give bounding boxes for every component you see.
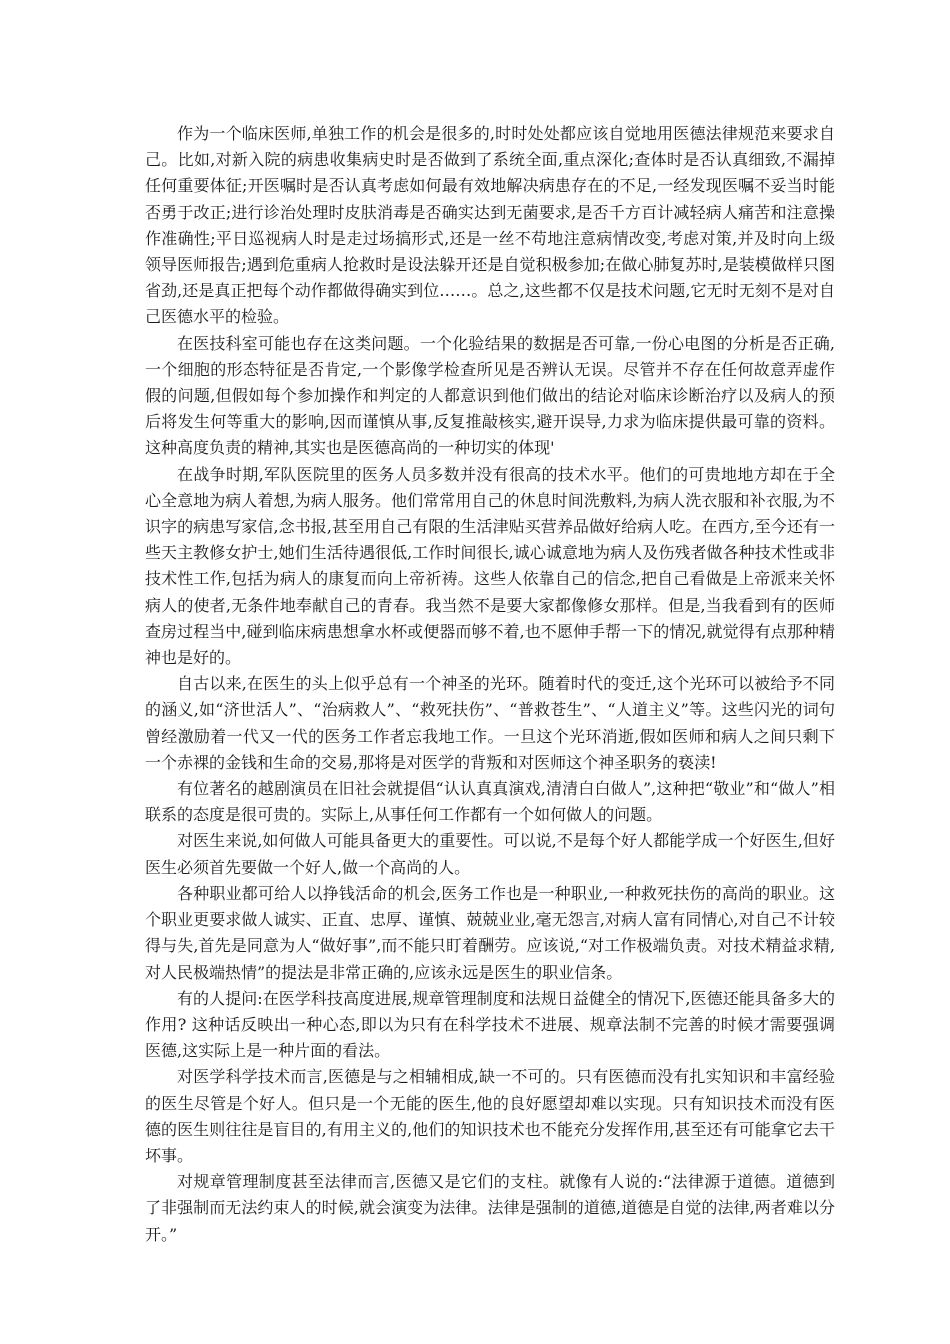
paragraph: 在战争时期,军队医院里的医务人员多数并没有很高的技术水平。他们的可贵地地方却在于全心全意地为病人着想,为病人服务。他们常常用自己的休息时间洗敷料,为病人洗衣服和补衣服,为不识字的病患写家信,念书报,甚至用自己有限的生活津贴买营养品做好给病人吃。在西方,至今还有一些天主教修女护士,她们生活待遇很低,工作时间很长,诚心诚意地为病人及伤残者做各种技术性或非技术性工作,包括为病人的康复而向上帝祈祷。这些人依靠自己的信念,把自己看做是上帝派来关怀病人的使者,无条件地奉献自己的青春。我当然不是要大家都像修女那样。但是,当我看到有的医师查房过程当中,碰到临床病患想拿水杯或便器而够不着,也不愿伸手帮一下的情况,就觉得有点那种精神也是好的。 [145, 464, 835, 668]
paragraph: 有位著名的越剧演员在旧社会就提倡“认认真真演戏,清清白白做人”,这种把“敬业”和“做人”相联系的态度是很可贵的。实际上,从事任何工作都有一个如何做人的问题。 [145, 779, 835, 825]
paragraph: 各种职业都可给人以挣钱活命的机会,医务工作也是一种职业,一种救死扶伤的高尚的职业。这个职业更要求做人诚实、正直、忠厚、谨慎、兢兢业业,毫无怨言,对病人富有同情心,对自己不计较得与失,首先是同意为人“做好事”,而不能只盯着酬劳。应该说,“对工作极端负责。对技术精益求精,对人民极端热情”的提法是非常正确的,应该永远是医生的职业信条。 [145, 883, 835, 982]
document-body [145, 121, 835, 1248]
paragraph: 作为一个临床医师,单独工作的机会是很多的,时时处处都应该自觉地用医德法律规范来要求自己。比如,对新入院的病患收集病史时是否做到了系统全面,重点深化;查体时是否认真细致,不漏掉任何重要体征;开医嘱时是否认真考虑如何最有效地解决病患存在的不足,一经发现医嘱不妥当时能否勇于改正;进行诊治处理时皮肤消毒是否确实达到无菌要求,是否千方百计减轻病人痛苦和注意操作准确性;平日巡视病人时是走过场搞形式,还是一丝不苟地注意病情改变,考虑对策,并及时向上级领导医师报告;遇到危重病人抢救时是设法躲开还是自觉积极参加;在做心肺复苏时,是装模做样只图省劲,还是真正把每个动作都做得确实到位……。总之,这些都不仅是技术问题,它无时无刻不是对自己医德水平的检验。 [145, 124, 835, 327]
paragraph: 对医学科学技术而言,医德是与之相辅相成,缺一不可的。只有医德而没有扎实知识和丰富经验的医生尽管是个好人。但只是一个无能的医生,他的良好愿望却难以实现。只有知识技术而没有医德的医生则往往是盲目的,有用主义的,他们的知识技术也不能充分发挥作用,甚至还有可能拿它去干坏事。 [145, 1067, 835, 1165]
paragraph: 对规章管理制度甚至法律而言,医德又是它们的支柱。就像有人说的:“法律源于道德。道德到了非强制而无法约束人的时候,就会演变为法律。法律是强制的道德,道德是自觉的法律,两者难以分开。” [145, 1172, 835, 1244]
paragraph: 有的人提问:在医学科技高度进展,规章管理制度和法规日益健全的情况下,医德还能具备多大的作用? 这种话反映出一种心态,即以为只有在科学技术不进展、规章法制不完善的时候才需要强调医德,这实际上是一种片面的看法。 [145, 988, 835, 1061]
paragraph: 在医技科室可能也存在这类问题。一个化验结果的数据是否可靠,一份心电图的分析是否正确,一个细胞的形态特征是否肯定,一个影像学检查所见是否辨认无误。尽管并不存在任何故意弄虚作假的问题,但假如每个参加操作和判定的人都意识到他们做出的结论对临床诊断治疗以及病人的预后将发生何等重大的影响,因而谨慎从事,反复推敲核实,避开误导,力求为临床提供最可靠的资料。这种高度负责的精神,其实也是医德高尚的一种切实的体现' [145, 333, 835, 458]
paragraph: 自古以来,在医生的头上似乎总有一个神圣的光环。随着时代的变迁,这个光环可以被给予不同的涵义,如“济世活人”、“治病救人”、“救死扶伤”、“普救苍生”、“人道主义”等。这些闪光的词句曾经激励着一代又一代的医务工作者忘我地工作。一旦这个光环消逝,假如医师和病人之间只剩下一个赤裸的金钱和生命的交易,那将是对医学的背叛和对医师这个神圣职务的亵渎! [145, 674, 835, 772]
paragraph: 对医生来说,如何做人可能具备更大的重要性。可以说,不是每个好人都能学成一个好医生,但好医生必须首先要做一个好人,做一个高尚的人。 [145, 831, 835, 877]
